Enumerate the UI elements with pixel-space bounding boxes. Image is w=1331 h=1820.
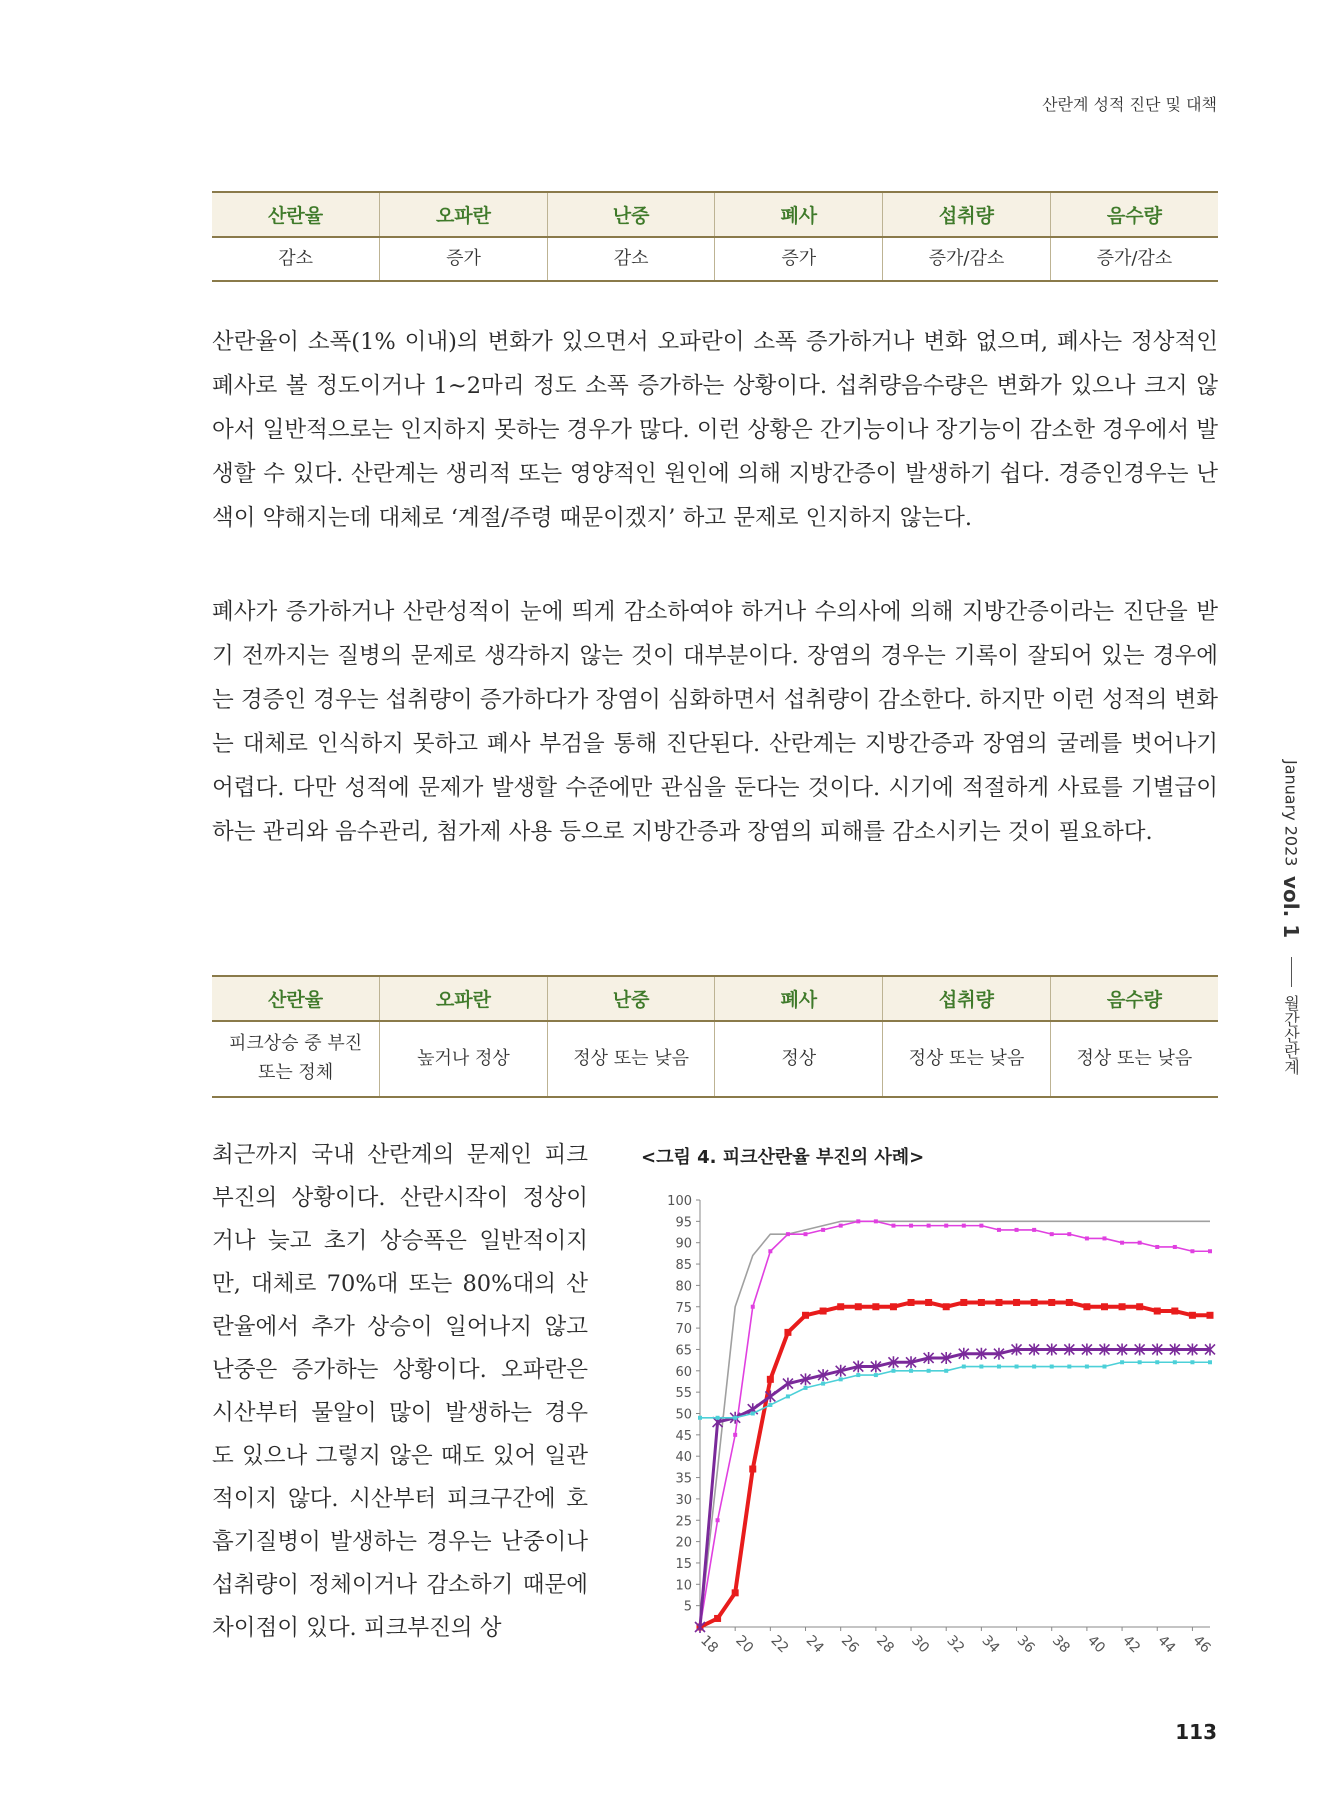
data-point-red — [714, 1615, 721, 1622]
table-cell: 증가/감소 — [883, 237, 1051, 281]
data-point-cyan — [874, 1373, 878, 1377]
table-cell: 정상 또는 낮음 — [883, 1021, 1051, 1097]
data-point-cyan — [768, 1403, 772, 1407]
y-tick-label: 35 — [675, 1471, 692, 1487]
table-header-cell: 난중 — [547, 976, 715, 1021]
table-row — [212, 237, 1218, 281]
y-tick-label: 20 — [675, 1535, 692, 1551]
y-tick-label: 50 — [675, 1407, 692, 1423]
data-point-cyan — [1173, 1360, 1177, 1364]
body-paragraph-2: 폐사가 증가하거나 산란성적이 눈에 띄게 감소하여야 하거나 수의사에 의해 지방간증이라는 진단을 받기 전까지는 질병의 문제로 생각하지 않는 것이 대부분이다. 장염의 경우는 기록이 잘되어 있는 경우에는 경증인 경우는 섭취량이 증가하다가 장염이 심화하면서 섭취량이 감소한다. 하지만 이런 성적의 변화는 대체로 인식하지 못하고 폐사 부검을 통해 진단된다. 산란계는 지방간증과 장염의 굴레를 벗어나기 어렵다. 다만 성적에 문제가 발생할 수준에만 관심을 둔다는 것이다. 시기에 적절하게 사료를 기별급이하는 관리와 음수관리, 첨가제 사용 등으로 지방간증과 장염의 피해를 감소시키는 것이 필요하다. — [212, 599, 1219, 845]
running-title: 산란계 성적 진단 및 대책 — [1042, 95, 1217, 114]
table-cell: 증가 — [380, 237, 548, 281]
y-tick-label: 15 — [675, 1556, 692, 1572]
table-header-cell: 난중 — [547, 192, 715, 237]
data-point-magenta — [1102, 1236, 1106, 1240]
x-tick-label: 18 — [697, 1632, 722, 1657]
table-header-cell: 섭취량 — [883, 976, 1051, 1021]
data-point-red — [767, 1376, 774, 1383]
data-point-cyan — [733, 1416, 737, 1420]
magazine-name: 월간산란계 — [1281, 994, 1301, 1075]
data-point-red — [784, 1329, 791, 1336]
data-point-magenta — [856, 1219, 860, 1223]
data-point-magenta — [1120, 1241, 1124, 1245]
data-point-red — [1031, 1299, 1038, 1306]
series-line-gray — [700, 1221, 1210, 1627]
table-cell: 정상 또는 낮음 — [1050, 1021, 1218, 1097]
data-point-magenta — [891, 1224, 895, 1228]
table-header-row — [212, 192, 1218, 237]
table-cell: 피크상승 중 부진 또는 정체 — [212, 1021, 380, 1097]
table-cell: 증가/감소 — [1050, 237, 1218, 281]
data-point-magenta — [733, 1433, 737, 1437]
page-number: 113 — [1175, 1720, 1217, 1744]
data-point-magenta — [768, 1249, 772, 1253]
data-point-cyan — [1102, 1365, 1106, 1369]
series-line-magenta — [700, 1221, 1210, 1627]
data-point-magenta — [1015, 1228, 1019, 1232]
table-cell: 높거나 정상 — [380, 1021, 548, 1097]
data-point-magenta — [716, 1518, 720, 1522]
table-header-cell: 음수량 — [1050, 976, 1218, 1021]
symptom-table-1 — [212, 191, 1218, 282]
sidebar-divider — [1291, 957, 1292, 987]
x-tick-label: 26 — [837, 1632, 862, 1657]
table-header-cell: 음수량 — [1050, 192, 1218, 237]
data-point-cyan — [1085, 1365, 1089, 1369]
data-point-red — [1154, 1308, 1161, 1315]
data-point-magenta — [944, 1224, 948, 1228]
data-point-magenta — [874, 1219, 878, 1223]
data-point-cyan — [1032, 1365, 1036, 1369]
table-header-row — [212, 976, 1218, 1021]
data-point-red — [1171, 1308, 1178, 1315]
body-paragraph-3: 최근까지 국내 산란계의 문제인 피크 부진의 상황이다. 산란시작이 정상이거나 늦고 초기 상승폭은 일반적이지만, 대체로 70%대 또는 80%대의 산란율에서 추가 상승이 일어나지 않고 난중은 증가하는 상황이다. 오파란은 시산부터 물알이 많이 발생하는 경우도 있으나 그렇지 않은 때도 있어 일관적이지 않다. 시산부터 피크구간에 호흡기질병이 발생하는 경우는 난중이나 섭취량이 정체이거나 감소하기 때문에 차이점이 있다. 피크부진의 상 — [212, 1142, 588, 1641]
data-point-cyan — [1155, 1360, 1159, 1364]
data-point-cyan — [821, 1382, 825, 1386]
data-point-red — [925, 1299, 932, 1306]
issue-date: January 2023 — [1281, 760, 1301, 867]
data-point-magenta — [786, 1232, 790, 1236]
data-point-magenta — [1032, 1228, 1036, 1232]
x-tick-label: 30 — [908, 1632, 933, 1657]
y-tick-label: 30 — [675, 1492, 692, 1508]
data-point-magenta — [909, 1224, 913, 1228]
data-point-red — [960, 1299, 967, 1306]
y-tick-label: 55 — [675, 1386, 692, 1402]
data-point-cyan — [1208, 1360, 1212, 1364]
table-header-cell: 오파란 — [380, 976, 548, 1021]
data-point-magenta — [1067, 1232, 1071, 1236]
series-line-purple — [700, 1349, 1210, 1627]
data-point-magenta — [821, 1228, 825, 1232]
x-tick-label: 20 — [732, 1632, 757, 1657]
table-cell: 정상 또는 낮음 — [547, 1021, 715, 1097]
table-header-cell: 산란율 — [212, 192, 380, 237]
data-point-red — [802, 1312, 809, 1319]
figure-caption: <그림 4. 피크산란율 부진의 사례> — [641, 1147, 925, 1168]
data-point-cyan — [1120, 1360, 1124, 1364]
x-tick-label: 44 — [1154, 1632, 1179, 1657]
y-tick-label: 45 — [675, 1428, 692, 1444]
data-point-red — [1119, 1303, 1126, 1310]
data-point-magenta — [927, 1224, 931, 1228]
x-tick-label: 46 — [1189, 1632, 1214, 1657]
issue-sidebar — [1279, 760, 1303, 1075]
data-point-cyan — [927, 1369, 931, 1373]
data-point-cyan — [1067, 1365, 1071, 1369]
body-paragraph-1: 산란율이 소폭(1% 이내)의 변화가 있으면서 오파란이 소폭 증가하거나 변화 없으며, 폐사는 정상적인 폐사로 볼 정도이거나 1~2마리 정도 소폭 증가하는 상황이다. 섭취량음수량은 변화가 있으나 크지 않아서 일반적으로는 인지하지 못하는 경우가 많다. 이런 상황은 간기능이나 장기능이 감소한 경우에서 발생할 수 있다. 산란계는 생리적 또는 영양적인 원인에 의해 지방간증이 발생하기 쉽다. 경증인경우는 난색이 약해지는데 대체로 ‘계절/주령 때문이겠지’ 하고 문제로 인지하지 않는다. — [212, 329, 1218, 531]
data-point-magenta — [839, 1224, 843, 1228]
data-point-magenta — [979, 1224, 983, 1228]
data-point-magenta — [1208, 1249, 1212, 1253]
data-point-cyan — [962, 1365, 966, 1369]
x-tick-label: 42 — [1119, 1632, 1144, 1657]
data-point-cyan — [944, 1369, 948, 1373]
data-point-red — [995, 1299, 1002, 1306]
data-point-magenta — [1050, 1232, 1054, 1236]
data-point-red — [1048, 1299, 1055, 1306]
data-point-magenta — [751, 1305, 755, 1309]
series-line-red — [700, 1302, 1210, 1627]
x-tick-label: 28 — [873, 1632, 897, 1657]
y-tick-label: 75 — [675, 1300, 692, 1316]
peak-laying-rate-chart — [640, 1185, 1220, 1680]
data-point-red — [1013, 1299, 1020, 1306]
data-point-magenta — [1085, 1236, 1089, 1240]
x-tick-label: 24 — [802, 1632, 827, 1657]
data-point-cyan — [1015, 1365, 1019, 1369]
data-point-cyan — [856, 1373, 860, 1377]
table-cell: 정상 — [715, 1021, 883, 1097]
table-row — [212, 1021, 1218, 1097]
x-tick-label: 34 — [978, 1632, 1003, 1657]
data-point-magenta — [1138, 1241, 1142, 1245]
table-header-cell: 산란율 — [212, 976, 380, 1021]
data-point-cyan — [698, 1416, 702, 1420]
data-point-red — [1083, 1303, 1090, 1310]
x-tick-label: 22 — [767, 1632, 792, 1657]
data-point-red — [1101, 1303, 1108, 1310]
y-tick-label: 60 — [675, 1364, 692, 1380]
data-point-red — [908, 1299, 915, 1306]
symptom-table-2 — [212, 975, 1218, 1098]
table-cell: 증가 — [715, 237, 883, 281]
data-point-red — [978, 1299, 985, 1306]
table-header-cell: 폐사 — [715, 976, 883, 1021]
data-point-red — [943, 1303, 950, 1310]
data-point-cyan — [1190, 1360, 1194, 1364]
data-point-cyan — [1138, 1360, 1142, 1364]
data-point-red — [732, 1589, 739, 1596]
series-line-cyan — [700, 1362, 1210, 1418]
data-point-cyan — [786, 1394, 790, 1398]
y-tick-label: 40 — [675, 1450, 692, 1466]
x-tick-label: 32 — [943, 1632, 968, 1657]
y-tick-label: 90 — [675, 1236, 692, 1252]
data-point-magenta — [804, 1232, 808, 1236]
data-point-magenta — [1155, 1245, 1159, 1249]
data-point-cyan — [891, 1369, 895, 1373]
y-tick-label: 70 — [675, 1322, 692, 1338]
table-header-cell: 오파란 — [380, 192, 548, 237]
data-point-red — [890, 1303, 897, 1310]
data-point-magenta — [1173, 1245, 1177, 1249]
x-tick-label: 38 — [1048, 1632, 1073, 1657]
data-point-red — [872, 1303, 879, 1310]
data-point-cyan — [1050, 1365, 1054, 1369]
data-point-cyan — [804, 1386, 808, 1390]
data-point-magenta — [997, 1228, 1001, 1232]
y-tick-label: 65 — [675, 1343, 692, 1359]
table-cell: 감소 — [212, 237, 380, 281]
data-point-red — [749, 1466, 756, 1473]
data-point-magenta — [1190, 1249, 1194, 1253]
data-point-magenta — [962, 1224, 966, 1228]
data-point-cyan — [909, 1369, 913, 1373]
volume-label: vol. 1 — [1279, 876, 1303, 939]
y-tick-label: 95 — [675, 1215, 692, 1231]
y-tick-label: 10 — [675, 1578, 692, 1594]
table-cell: 감소 — [547, 237, 715, 281]
x-tick-label: 40 — [1084, 1632, 1108, 1657]
data-point-red — [1189, 1312, 1196, 1319]
data-point-red — [820, 1308, 827, 1315]
y-tick-label: 100 — [667, 1194, 692, 1209]
data-point-red — [1066, 1299, 1073, 1306]
data-point-cyan — [716, 1416, 720, 1420]
y-tick-label: 85 — [675, 1258, 692, 1274]
data-point-cyan — [839, 1377, 843, 1381]
y-tick-label: 5 — [683, 1599, 692, 1615]
data-point-cyan — [751, 1412, 755, 1416]
y-tick-label: 25 — [675, 1514, 692, 1530]
x-tick-label: 36 — [1013, 1632, 1038, 1657]
table-header-cell: 폐사 — [715, 192, 883, 237]
data-point-red — [855, 1303, 862, 1310]
data-point-cyan — [979, 1365, 983, 1369]
data-point-red — [1207, 1312, 1214, 1319]
table-header-cell: 섭취량 — [883, 192, 1051, 237]
data-point-red — [837, 1303, 844, 1310]
y-tick-label: 80 — [675, 1279, 692, 1295]
data-point-red — [1136, 1303, 1143, 1310]
data-point-cyan — [997, 1365, 1001, 1369]
